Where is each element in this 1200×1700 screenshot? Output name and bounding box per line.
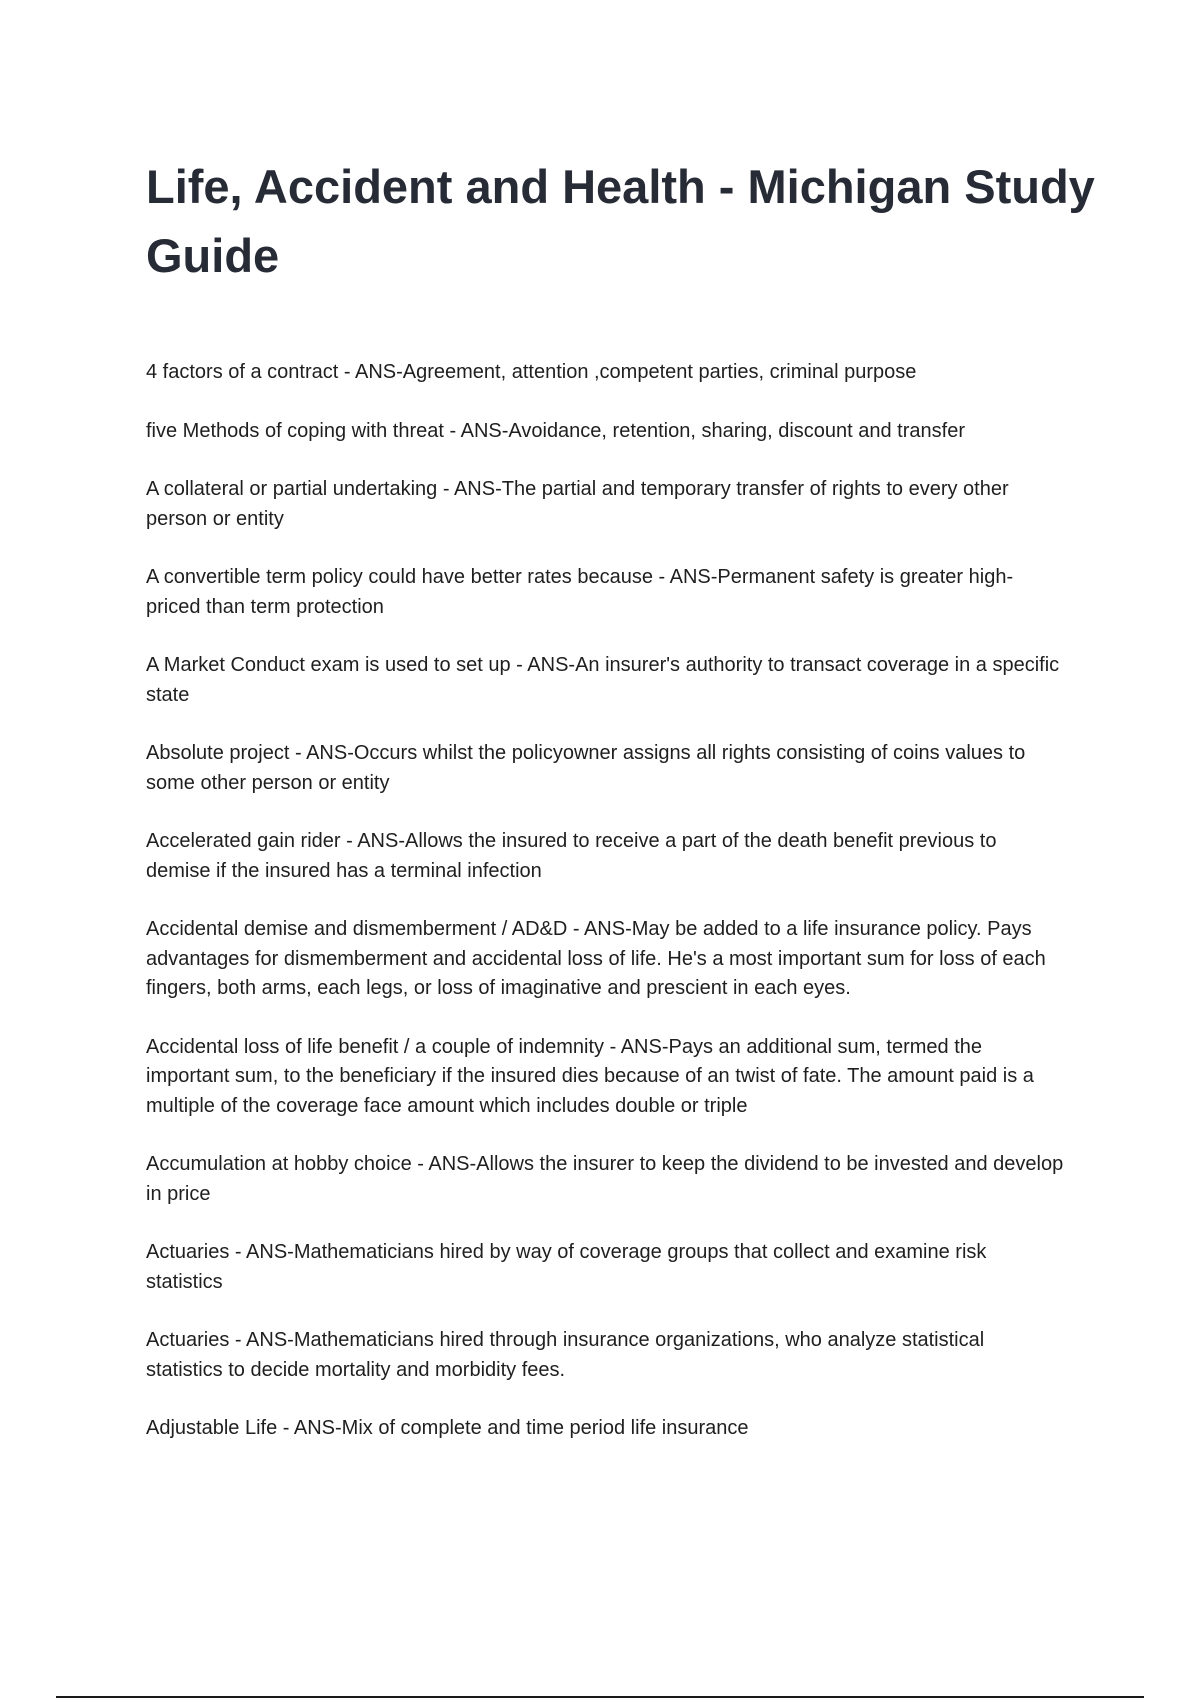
study-entry: A collateral or partial undertaking - ANS-The partial and temporary transfer of rights to every other person or entity xyxy=(146,478,1009,530)
study-entry: Accelerated gain rider - ANS-Allows the insured to receive a part of the death benefit previous to demise if the insured has a terminal infection xyxy=(146,830,997,882)
study-entry: five Methods of coping with threat - ANS-Avoidance, retention, sharing, discount and transfer xyxy=(146,419,965,442)
study-entry: Accidental demise and dismemberment / AD&D - ANS-May be added to a life insurance policy. Pays advantages for dismemberment and accidental loss of life. He's a most important sum for loss of each fingers, both arms, each legs, or loss of imaginative and prescient in each eyes. xyxy=(146,918,1046,999)
document-title: Life, Accident and Health - Michigan Study Guide xyxy=(146,160,1095,282)
page-bottom-divider xyxy=(56,1696,1144,1698)
study-entry: Accidental loss of life benefit / a couple of indemnity - ANS-Pays an additional sum, termed the important sum, to the beneficiary if the insured dies because of an twist of fate. The amount paid is a multiple of the coverage face amount which includes double or triple xyxy=(146,1035,1034,1117)
study-entry: A Market Conduct exam is used to set up - ANS-An insurer's authority to transact coverage in a specific state xyxy=(146,654,1060,706)
study-entry: Actuaries - ANS-Mathematicians hired through insurance organizations, who analyze statistical statistics to decide mortality and morbidity fees. xyxy=(146,1329,985,1381)
study-entry: Actuaries - ANS-Mathematicians hired by way of coverage groups that collect and examine risk statistics xyxy=(146,1241,987,1293)
study-entry: A convertible term policy could have better rates because - ANS-Permanent safety is greater high-priced than term protection xyxy=(146,566,1014,618)
study-entries-list xyxy=(146,358,1066,1473)
study-entry: Adjustable Life - ANS-Mix of complete and time period life insurance xyxy=(146,1417,749,1439)
study-entry: 4 factors of a contract - ANS-Agreement, attention ,competent parties, criminal purpose xyxy=(146,361,917,383)
study-entry: Accumulation at hobby choice - ANS-Allows the insurer to keep the dividend to be invested and develop in price xyxy=(146,1153,1064,1205)
study-entry: Absolute project - ANS-Occurs whilst the policyowner assigns all rights consisting of coins values to some other person or entity xyxy=(146,742,1026,794)
